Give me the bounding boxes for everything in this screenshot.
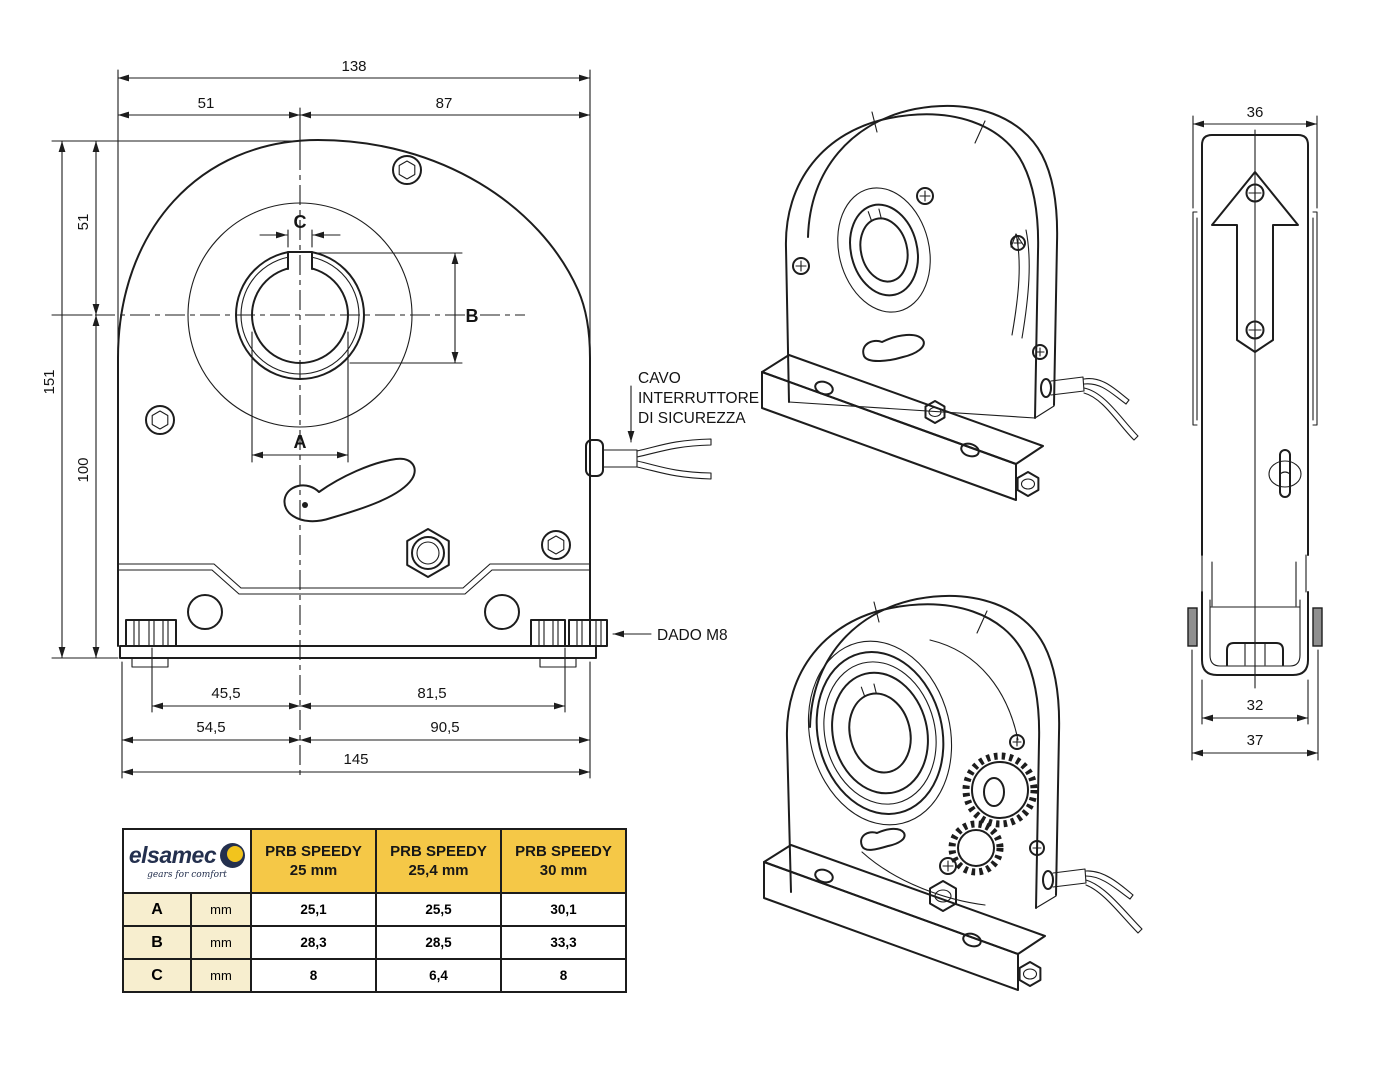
front-view [41, 58, 759, 778]
iso-bottom-cable [1043, 869, 1142, 933]
dim-base-right: 90,5 [430, 719, 460, 736]
dim-total-height: 151 [41, 369, 58, 395]
value-b-25: 28,3 [251, 926, 376, 959]
hex-nut [407, 529, 449, 577]
isometric-bottom-view [764, 596, 1142, 990]
cable-callout-line2: INTERRUTTORE [638, 390, 760, 407]
table-row-a [123, 893, 626, 926]
column-header-254 [376, 829, 501, 893]
front-view-body [95, 140, 711, 778]
cable-callout-line3: DI SICUREZZA [638, 410, 746, 427]
iso-bottom-bearing [790, 626, 971, 840]
socket-screw-top [393, 156, 421, 184]
iso-bottom-gears [952, 756, 1034, 872]
dim-base-total: 145 [343, 751, 369, 768]
row-unit-b: mm [191, 926, 251, 959]
dim-base-left: 54,5 [196, 719, 226, 736]
dim-label-b: B [465, 306, 479, 326]
brand-tagline: gears for comfort [147, 870, 227, 880]
value-c-30: 8 [501, 959, 626, 992]
socket-screw-right [542, 531, 570, 559]
dim-right-width: 87 [435, 95, 453, 112]
iso-top-cable [1041, 377, 1138, 440]
dim-hole-right: 81,5 [417, 685, 447, 702]
spec-table [122, 828, 627, 993]
row-unit-a: mm [191, 893, 251, 926]
dim-total-width: 138 [341, 58, 367, 75]
phillips-screw-top [1247, 185, 1264, 202]
dim-side-top-width: 36 [1246, 104, 1264, 121]
side-pin [1269, 450, 1301, 497]
value-b-254: 28,5 [376, 926, 501, 959]
elsamec-logo-icon [220, 843, 245, 868]
table-row-c [123, 959, 626, 992]
value-c-254: 6,4 [376, 959, 501, 992]
dim-hole-left: 45,5 [211, 685, 241, 702]
row-label-b: B [123, 926, 191, 959]
dim-side-inner-width: 32 [1246, 697, 1264, 714]
side-view [1188, 104, 1322, 760]
dim-left-width: 51 [197, 95, 215, 112]
table-row-b [123, 926, 626, 959]
iso-bottom-base [764, 845, 1045, 990]
value-a-25: 25,1 [251, 893, 376, 926]
front-view-dimensions [41, 58, 590, 778]
row-unit-c: mm [191, 959, 251, 992]
column-header-254-line1: PRB SPEEDY [390, 842, 487, 860]
dim-label-c: C [293, 212, 307, 232]
value-c-25: 8 [251, 959, 376, 992]
value-a-30: 30,1 [501, 893, 626, 926]
value-a-254: 25,5 [376, 893, 501, 926]
logo-cell [123, 829, 251, 893]
iso-top-screws [793, 188, 1047, 359]
kidney-slot [284, 459, 414, 521]
column-header-254-line2: 25,4 mm [408, 862, 469, 879]
foot-right [531, 620, 607, 646]
dim-top-height: 51 [75, 213, 92, 231]
isometric-top-view [762, 106, 1138, 500]
socket-screw-left [146, 406, 174, 434]
cable-callout [631, 370, 759, 442]
safety-switch-cable [586, 439, 711, 479]
foot-left [126, 620, 176, 646]
phillips-screw-bottom [1247, 322, 1264, 339]
dim-label-a: A [293, 432, 307, 452]
nut-callout-label: DADO M8 [657, 627, 728, 644]
cable-callout-line1: CAVO [638, 370, 681, 387]
brand-name: elsamec [128, 842, 217, 868]
iso-top-base [762, 355, 1043, 500]
nut-callout [613, 627, 728, 644]
row-label-a: A [123, 893, 191, 926]
column-header-25 [251, 829, 376, 893]
column-header-30 [501, 829, 626, 893]
column-header-30-line2: 30 mm [539, 862, 588, 879]
column-header-25-line1: PRB SPEEDY [265, 842, 362, 860]
row-label-c: C [123, 959, 191, 992]
side-tab-right [1313, 608, 1322, 646]
column-header-25-line2: 25 mm [289, 862, 338, 879]
side-tab-left [1188, 608, 1197, 646]
value-b-30: 33,3 [501, 926, 626, 959]
dim-side-outer-width: 37 [1246, 732, 1264, 749]
dim-bottom-height: 100 [75, 457, 92, 483]
column-header-30-line1: PRB SPEEDY [515, 842, 612, 860]
